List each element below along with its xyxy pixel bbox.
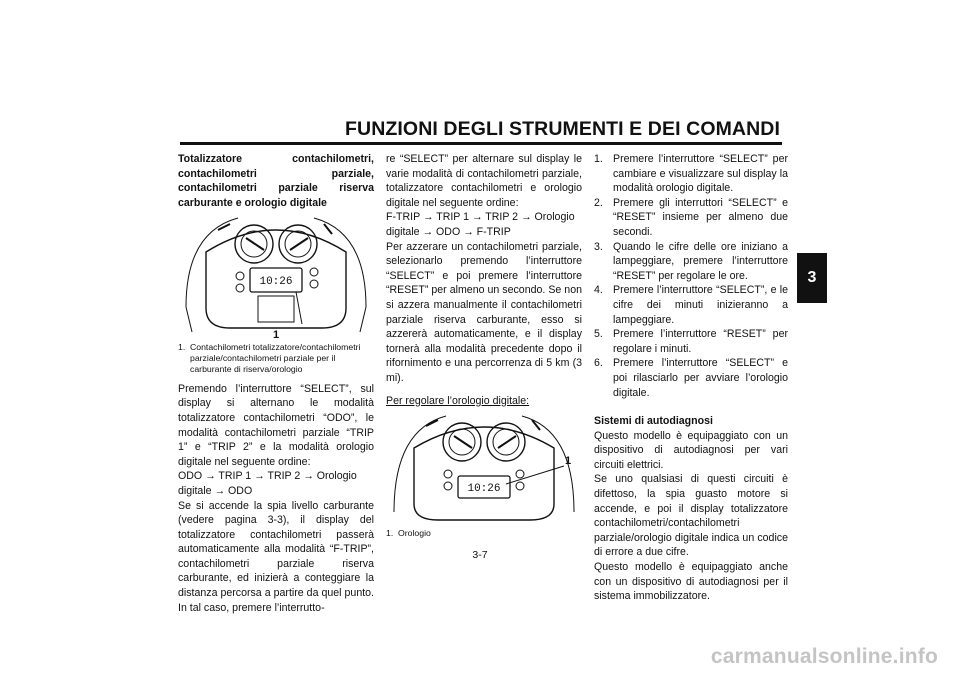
caption-text: Orologio: [398, 528, 431, 539]
paragraph: Per azzerare un contachilometri parziale, selezionarlo premendo l’interruttore “SELECT” e poi premere l’interruttore “RESET” per almeno un secondo. Se non si azzera manualmente il contachilometri parziale riserva carburante, esso si azzererà automaticamente, e il display tornerà alla modalità precedente dopo il rifornimento e una percorrenza di 5 km (3 mi).: [386, 240, 582, 384]
list-item: 3. Quando le cifre delle ore iniziano a lampeggiare, premere l’interruttore “RESET” per regolare le ore.: [594, 240, 788, 282]
list-item: 4. Premere l’interruttore “SELECT”, e le cifre dei minuti inizieranno a lampeggiare.: [594, 284, 788, 326]
section-heading-diagnostics: Sistemi di autodiagnosi: [594, 415, 713, 428]
chapter-tab: 3: [797, 253, 827, 303]
figure-meter-odometer: [178, 212, 374, 340]
column-middle: [386, 152, 582, 539]
list-item: 6. Premere l’interruttore “SELECT” e poi rilasciarlo per avviare l’orologio digitale.: [594, 357, 788, 399]
caption-text: Contachilometri totalizzatore/contachilometri parziale/contachilometri parziale per il carburante di riserva/orologio: [190, 342, 361, 374]
mode-sequence: F-TRIP → TRIP 1 → TRIP 2 → Orologio digitale → ODO → F-TRIP: [386, 211, 575, 238]
watermark: carmanualsonline.info: [710, 645, 938, 668]
figure-caption: [178, 342, 374, 374]
figure-callout-number: 1: [272, 329, 280, 341]
column-right: [594, 152, 788, 604]
caption-number: 1.: [178, 342, 186, 353]
header-rule: [180, 142, 782, 145]
figure-callout-number: 1: [564, 455, 572, 468]
section-heading-odometer: Totalizzatore contachilometri, contachilometri parziale, contachilometri parziale riserva carburante e orologio digitale: [178, 153, 374, 209]
paragraph: Questo modello è equipaggiato con un dispositivo di autodiagnosi per vari circuiti elettrici.: [594, 429, 788, 471]
paragraph: Se uno qualsiasi di questi circuiti è difettoso, la spia guasto motore si accende, e poi il display totalizzatore contachilometri/contachilometri parziale/orologio digitale indica un codice di errore a due cifre.: [594, 473, 788, 559]
mode-sequence: ODO → TRIP 1 → TRIP 2 → Orologio digitale → ODO: [178, 470, 357, 497]
caption-number: 1.: [386, 528, 394, 539]
figure-meter-clock: [386, 412, 582, 524]
clock-setting-steps: [594, 152, 788, 400]
paragraph: Premendo l’interruttore “SELECT”, sul display si alternano le modalità totalizzatore contachilometri “ODO”, le modalità contachilometri parziale “TRIP 1” e “TRIP 2” e la modalità orologio digitale nel seguente ordine:: [178, 382, 374, 468]
lcd-display-text: 10:26: [259, 276, 293, 289]
paragraph: Se si accende la spia livello carburante (vedere pagina 3-3), il display del totalizzatore contachilometri passerà automaticamente alla modalità “F-TRIP”, contachilometri parziale riserva carburante, ed inizierà a conteggiare la distanza percorsa a partire da quel punto. In tal caso, premere l’interrutto-: [178, 499, 374, 614]
page-header-title: FUNZIONI DEGLI STRUMENTI E DEI COMANDI: [345, 118, 780, 140]
subheading-clock: Per regolare l’orologio digitale:: [386, 394, 530, 407]
paragraph: Questo modello è equipaggiato anche con un dispositivo di autodiagnosi per il sistema immobilizzatore.: [594, 561, 788, 603]
figure-caption: [386, 528, 582, 539]
paragraph: re “SELECT” per alternare sul display le varie modalità di contachilometri parziale, totalizzatore contachilometri e orologio digitale nel seguente ordine:: [386, 153, 582, 209]
list-item: 1. Premere l’interruttore “SELECT” per cambiare e visualizzare sul display la modalità orologio digitale.: [594, 153, 788, 195]
page-number: 3-7: [472, 549, 488, 561]
meter-illustration: [178, 212, 374, 340]
list-item: 5. Premere l’interruttore “RESET” per regolare i minuti.: [594, 328, 788, 355]
meter-illustration: [386, 412, 582, 524]
column-left: [178, 152, 374, 615]
lcd-display-text: 10:26: [467, 483, 501, 496]
list-item: 2. Premere gli interruttori “SELECT” e “RESET” insieme per almeno due secondi.: [594, 196, 788, 238]
